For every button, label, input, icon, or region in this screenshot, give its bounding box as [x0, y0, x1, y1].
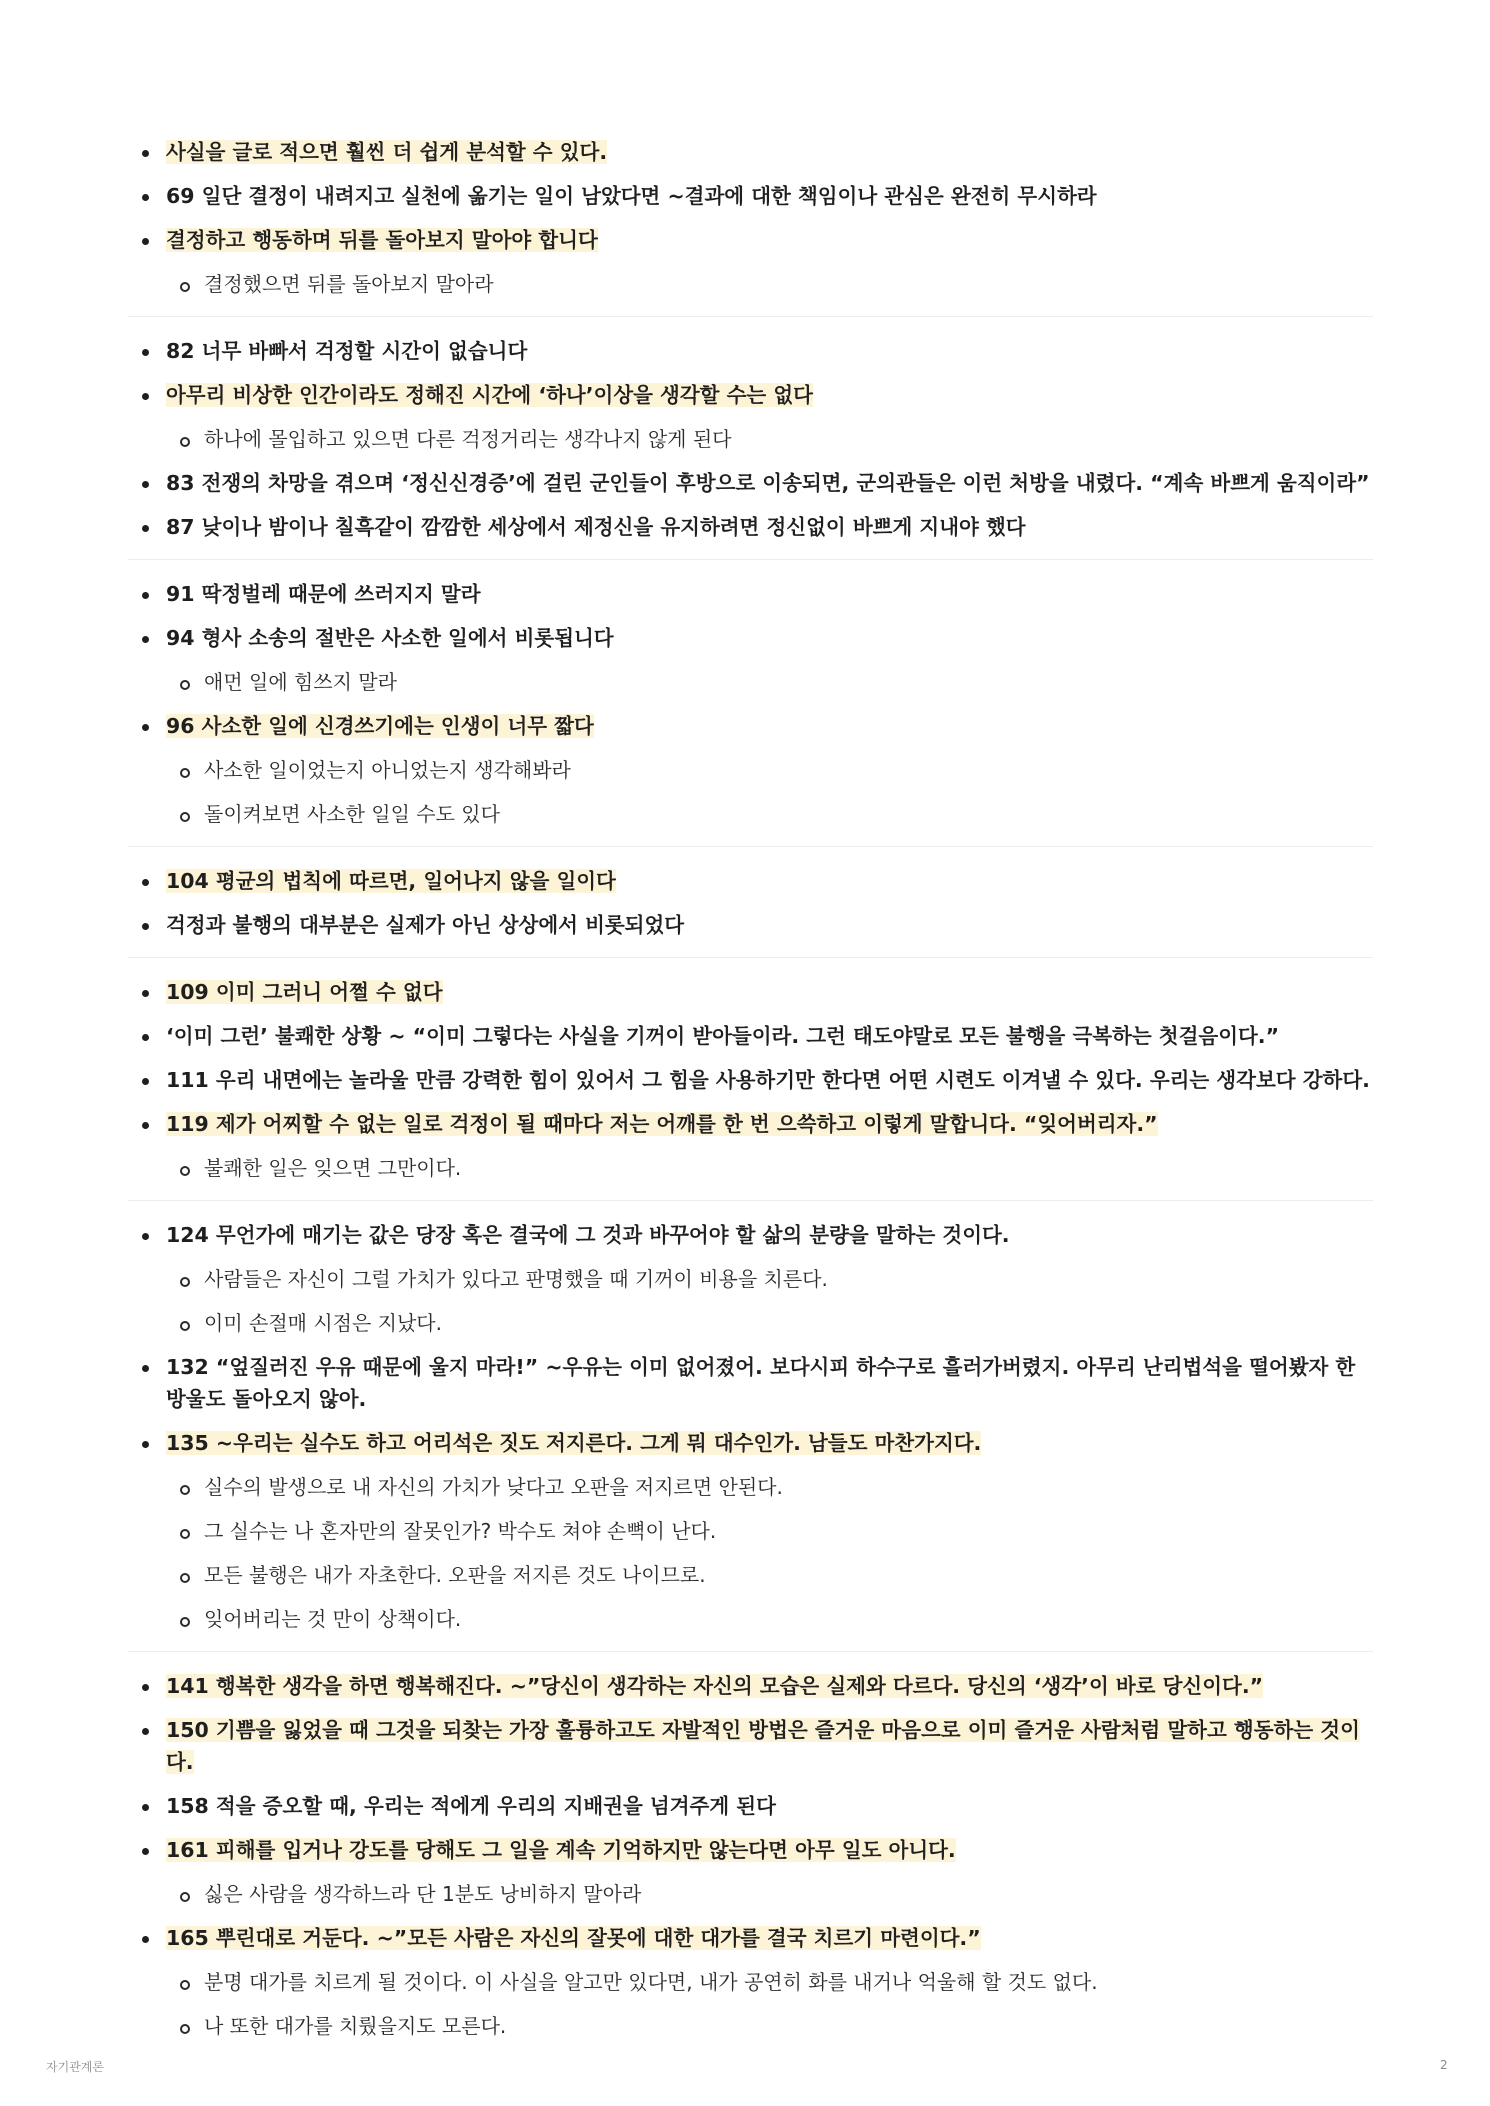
item-text: 87 낮이나 밤이나 칠흑같이 깜깜한 세상에서 제정신을 유지하려면 정신없이 바쁘게 지내야 했다 — [166, 515, 1026, 539]
sub-bullet-item — [128, 1597, 1373, 1641]
bullet-item — [128, 1213, 1373, 1257]
highlighted-text: 161 피해를 입거나 강도를 당해도 그 일을 계속 기억하지만 않는다면 아무 일도 아니다. — [166, 1838, 956, 1862]
highlighted-text: 165 뿌린대로 거둔다. ~”모든 사람은 자신의 잘못에 대한 대가를 결국 치르기 마련이다.” — [166, 1926, 981, 1950]
filled-bullet-icon — [142, 238, 149, 245]
filled-bullet-icon — [142, 1078, 149, 1085]
bullet-item — [128, 174, 1373, 218]
item-text: 분명 대가를 치르게 될 것이다. 이 사실을 알고만 있다면, 내가 공연히 화를 내거나 억울해 할 것도 없다. — [204, 1970, 1098, 1994]
filled-bullet-icon — [142, 1804, 149, 1811]
filled-bullet-icon — [142, 1684, 149, 1691]
filled-bullet-icon — [142, 724, 149, 731]
highlighted-text: 135 ~우리는 실수도 하고 어리석은 짓도 저지른다. 그게 뭐 대수인가. 남들도 마찬가지다. — [166, 1431, 982, 1455]
filled-bullet-icon — [142, 1034, 149, 1041]
item-text: 불쾌한 일은 잊으면 그만이다. — [204, 1156, 462, 1180]
note-section — [128, 1200, 1373, 1651]
bullet-item — [128, 1828, 1373, 1872]
note-section — [128, 559, 1373, 846]
filled-bullet-icon — [142, 194, 149, 201]
highlighted-text: 아무리 비상한 인간이라도 정해진 시간에 ‘하나’이상을 생각할 수는 없다 — [166, 383, 813, 407]
item-text: ‘이미 그런’ 불쾌한 상황 ~ “이미 그렇다는 사실을 기꺼이 받아들이라. 그런 태도야말로 모든 불행을 극복하는 첫걸음이다.” — [166, 1024, 1280, 1048]
filled-bullet-icon — [142, 1365, 149, 1372]
item-text: 83 전쟁의 차망을 겪으며 ‘정신신경증’에 걸린 군인들이 후방으로 이송되면, 군의관들은 이런 처방을 내렸다. “계속 바쁘게 움직이라” — [166, 471, 1370, 495]
bullet-item — [128, 1664, 1373, 1708]
item-text: 94 형사 소송의 절반은 사소한 일에서 비롯됩니다 — [166, 626, 614, 650]
hollow-bullet-icon — [180, 1321, 190, 1331]
item-text: 하나에 몰입하고 있으면 다른 걱정거리는 생각나지 않게 된다 — [204, 427, 732, 451]
item-text: 그 실수는 나 혼자만의 잘못인가? 박수도 쳐야 손뼉이 난다. — [204, 1519, 717, 1543]
item-text: 실수의 발생으로 내 자신의 가치가 낮다고 오판을 저지르면 안된다. — [204, 1475, 783, 1499]
bullet-item — [128, 1708, 1373, 1784]
item-text: 132 “엎질러진 우유 때문에 울지 마라!” ~우유는 이미 없어졌어. 보다시피 하수구로 흘러가버렸지. 아무리 난리법석을 떨어봤자 한 방울도 돌아오지 않아. — [166, 1355, 1356, 1411]
highlighted-text: 사실을 글로 적으면 훨씬 더 쉽게 분석할 수 있다. — [166, 140, 608, 164]
filled-bullet-icon — [142, 150, 149, 157]
item-text: 애먼 일에 힘쓰지 말라 — [204, 670, 397, 694]
highlighted-text: 141 행복한 생각을 하면 행복해진다. ~”당신이 생각하는 자신의 모습은 실제와 다르다. 당신의 ‘생각’이 바로 당신이다.” — [166, 1674, 1264, 1698]
sub-bullet-item — [128, 1872, 1373, 1916]
hollow-bullet-icon — [180, 282, 190, 292]
bullet-item — [128, 218, 1373, 262]
sub-bullet-item — [128, 1257, 1373, 1301]
filled-bullet-icon — [142, 923, 149, 930]
note-section — [128, 957, 1373, 1200]
bullet-item — [128, 329, 1373, 373]
bullet-item — [128, 1058, 1373, 1102]
highlighted-text: 109 이미 그러니 어쩔 수 없다 — [166, 980, 443, 1004]
bullet-item — [128, 1345, 1373, 1421]
item-text: 걱정과 불행의 대부분은 실제가 아닌 상상에서 비롯되었다 — [166, 913, 685, 937]
note-section — [128, 124, 1373, 316]
hollow-bullet-icon — [180, 1277, 190, 1287]
item-text: 결정했으면 뒤를 돌아보지 말아라 — [204, 272, 494, 296]
item-text: 82 너무 바빠서 걱정할 시간이 없습니다 — [166, 339, 528, 363]
bullet-item — [128, 461, 1373, 505]
sub-bullet-item — [128, 792, 1373, 836]
filled-bullet-icon — [142, 990, 149, 997]
item-text: 돌이켜보면 사소한 일일 수도 있다 — [204, 802, 500, 826]
highlighted-text: 104 평균의 법칙에 따르면, 일어나지 않을 일이다 — [166, 869, 616, 893]
bullet-item — [128, 1102, 1373, 1146]
filled-bullet-icon — [142, 393, 149, 400]
filled-bullet-icon — [142, 1122, 149, 1129]
item-text: 싫은 사람을 생각하느라 단 1분도 낭비하지 말아라 — [204, 1882, 642, 1906]
footer-title: 자기관계론 — [46, 2060, 104, 2074]
bullet-item — [128, 1014, 1373, 1058]
item-text: 124 무언가에 매기는 값은 당장 혹은 결국에 그 것과 바꾸어야 할 삶의 분량을 말하는 것이다. — [166, 1223, 1010, 1247]
note-section — [128, 316, 1373, 559]
filled-bullet-icon — [142, 349, 149, 356]
bullet-item — [128, 1421, 1373, 1465]
bullet-item — [128, 903, 1373, 947]
note-section — [128, 846, 1373, 957]
hollow-bullet-icon — [180, 1980, 190, 1990]
item-text: 사소한 일이었는지 아니었는지 생각해봐라 — [204, 758, 571, 782]
hollow-bullet-icon — [180, 1573, 190, 1583]
note-section — [128, 1651, 1373, 2058]
highlighted-text: 150 기쁨을 잃었을 때 그것을 되찾는 가장 훌륭하고도 자발적인 방법은 즐거운 마음으로 이미 즐거운 사람처럼 말하고 행동하는 것이다. — [166, 1718, 1360, 1774]
highlighted-text: 119 제가 어찌할 수 없는 일로 걱정이 될 때마다 저는 어깨를 한 번 으쓱하고 이렇게 말합니다. “잊어버리자.” — [166, 1112, 1158, 1136]
bullet-item — [128, 970, 1373, 1014]
filled-bullet-icon — [142, 592, 149, 599]
item-text: 69 일단 결정이 내려지고 실천에 옮기는 일이 남았다면 ~결과에 대한 책임이나 관심은 완전히 무시하라 — [166, 184, 1097, 208]
filled-bullet-icon — [142, 1233, 149, 1240]
sub-bullet-item — [128, 1509, 1373, 1553]
sub-bullet-item — [128, 1301, 1373, 1345]
item-text: 158 적을 증오할 때, 우리는 적에게 우리의 지배권을 넘겨주게 된다 — [166, 1794, 776, 1818]
sub-bullet-item — [128, 262, 1373, 306]
sub-bullet-item — [128, 2004, 1373, 2048]
sub-bullet-item — [128, 660, 1373, 704]
item-text: 91 딱정벌레 때문에 쓰러지지 말라 — [166, 582, 481, 606]
item-text: 111 우리 내면에는 놀라울 만큼 강력한 힘이 있어서 그 힘을 사용하기만 한다면 어떤 시련도 이겨낼 수 있다. 우리는 생각보다 강하다. — [166, 1068, 1370, 1092]
filled-bullet-icon — [142, 1936, 149, 1943]
bullet-item — [128, 1784, 1373, 1828]
hollow-bullet-icon — [180, 768, 190, 778]
bullet-item — [128, 505, 1373, 549]
hollow-bullet-icon — [180, 2024, 190, 2034]
item-text: 이미 손절매 시점은 지났다. — [204, 1311, 442, 1335]
sub-bullet-item — [128, 417, 1373, 461]
item-text: 나 또한 대가를 치뤘을지도 모른다. — [204, 2014, 507, 2038]
sub-bullet-item — [128, 1553, 1373, 1597]
filled-bullet-icon — [142, 1441, 149, 1448]
hollow-bullet-icon — [180, 680, 190, 690]
bullet-item — [128, 130, 1373, 174]
page-number: 2 — [1440, 2058, 1448, 2072]
item-text: 잊어버리는 것 만이 상책이다. — [204, 1607, 462, 1631]
sub-bullet-item — [128, 748, 1373, 792]
hollow-bullet-icon — [180, 1485, 190, 1495]
hollow-bullet-icon — [180, 1166, 190, 1176]
sub-bullet-item — [128, 1146, 1373, 1190]
filled-bullet-icon — [142, 525, 149, 532]
sub-bullet-item — [128, 1960, 1373, 2004]
filled-bullet-icon — [142, 636, 149, 643]
highlighted-text: 결정하고 행동하며 뒤를 돌아보지 말아야 합니다 — [166, 228, 598, 252]
highlighted-text: 96 사소한 일에 신경쓰기에는 인생이 너무 짧다 — [166, 714, 594, 738]
sub-bullet-item — [128, 1465, 1373, 1509]
bullet-item — [128, 859, 1373, 903]
filled-bullet-icon — [142, 481, 149, 488]
hollow-bullet-icon — [180, 812, 190, 822]
hollow-bullet-icon — [180, 1617, 190, 1627]
bullet-item — [128, 704, 1373, 748]
notes-list — [128, 124, 1373, 2058]
bullet-item — [128, 1916, 1373, 1960]
filled-bullet-icon — [142, 1848, 149, 1855]
hollow-bullet-icon — [180, 1892, 190, 1902]
hollow-bullet-icon — [180, 437, 190, 447]
filled-bullet-icon — [142, 1728, 149, 1735]
filled-bullet-icon — [142, 879, 149, 886]
item-text: 사람들은 자신이 그럴 가치가 있다고 판명했을 때 기꺼이 비용을 치른다. — [204, 1267, 828, 1291]
bullet-item — [128, 616, 1373, 660]
bullet-item — [128, 373, 1373, 417]
item-text: 모든 불행은 내가 자초한다. 오판을 저지른 것도 나이므로. — [204, 1563, 706, 1587]
hollow-bullet-icon — [180, 1529, 190, 1539]
bullet-item — [128, 572, 1373, 616]
